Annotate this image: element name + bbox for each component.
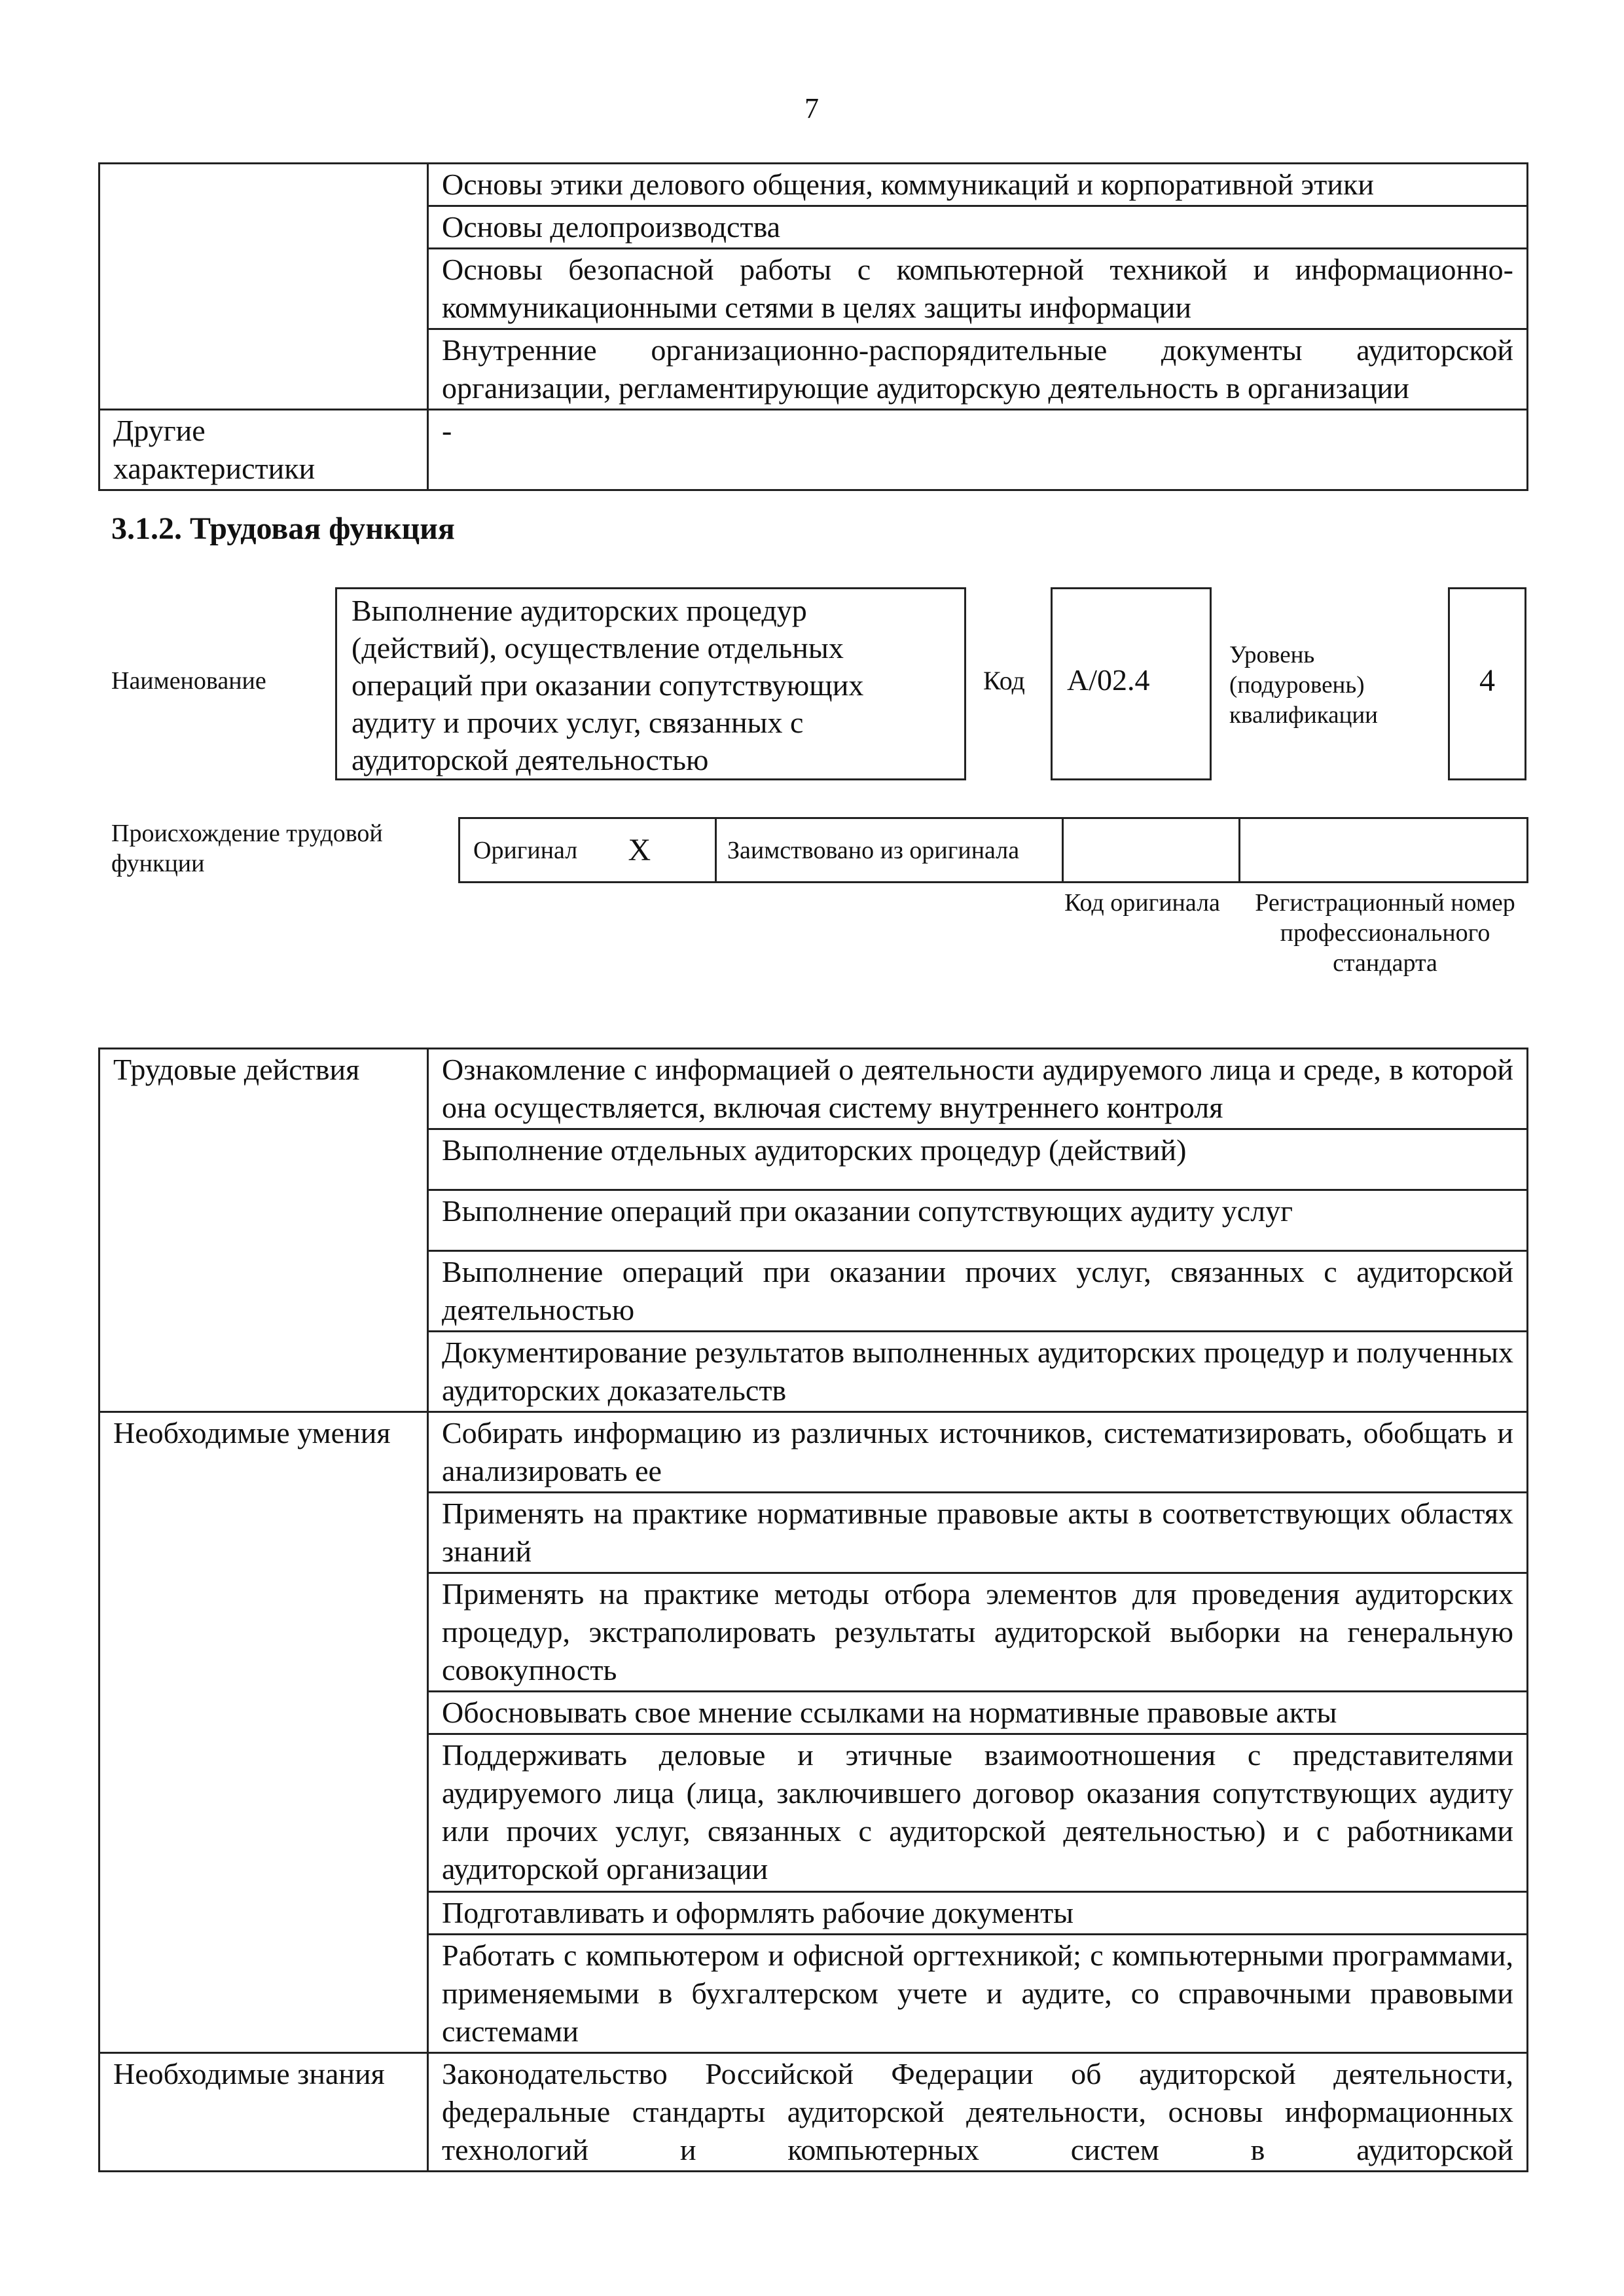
skill-row: Обосновывать свое мнение ссылками на нормативные правовые акты: [428, 1692, 1528, 1734]
name-value-box: [335, 587, 966, 780]
code-label: Код: [983, 666, 1025, 695]
action-row: Ознакомление с информацией о деятельности аудируемого лица и среде, в которой она осуществляется, включая систему внутреннего контроля: [428, 1049, 1528, 1129]
main-table: [98, 1048, 1528, 2172]
skill-row: Подготавливать и оформлять рабочие документы: [428, 1892, 1528, 1935]
top-table: [98, 162, 1528, 491]
knowledge-label: Необходимые знания: [99, 2053, 428, 2172]
level-label: Уровень (подуровень) квалификации: [1229, 642, 1378, 729]
knowledge-row: Основы безопасной работы с компьютерной техникой и информационно-коммуникационными сетями в целях защиты информации: [428, 249, 1528, 329]
knowledge-row: Законодательство Российской Федерации об аудиторской деятельности, федеральные стандарты аудиторской деятельности, основы информационных технологий и компьютерных систем в аудиторской: [428, 2053, 1528, 2172]
reg-caption: Регистрационный номер профессионального стандарта: [1255, 889, 1515, 977]
section-title: 3.1.2. Трудовая функция: [111, 511, 455, 546]
origin-label: Происхождение трудовой функции: [111, 820, 383, 877]
code-value-box: [1051, 587, 1212, 780]
origin-table: [458, 817, 1528, 883]
level-value-box: [1448, 587, 1526, 780]
action-row: Документирование результатов выполненных аудиторских процедур и полученных аудиторских доказательств: [428, 1332, 1528, 1412]
original-code-cell: [1063, 818, 1240, 883]
skill-row: Применять на практике нормативные правовые акты в соответствующих областях знаний: [428, 1493, 1528, 1573]
name-label: Наименование: [111, 667, 266, 695]
knowledge-row: Основы делопроизводства: [428, 206, 1528, 249]
original-label: Оригинал: [460, 818, 617, 883]
function-name: Выполнение аудиторских процедур (действий), осуществление отдельных операций при оказании сопутствующих аудиту и прочих услуг, связанных с аудиторской деятельностью: [352, 594, 864, 776]
reg-number-cell: [1240, 818, 1528, 883]
code-caption: Код оригинала: [1064, 889, 1220, 917]
skills-label: Необходимые умения: [99, 1412, 428, 2053]
skill-row: Поддерживать деловые и этичные взаимоотношения с представителями аудируемого лица (лица, заключившего договор оказания сопутствующих аудиту или прочих услуг, связанных с аудиторской деятельностью) и с работниками аудиторской организации: [428, 1734, 1528, 1892]
knowledge-row: Основы этики делового общения, коммуникаций и корпоративной этики: [428, 164, 1528, 206]
borrowed-label: Заимствовано из оригинала: [716, 818, 1063, 883]
other-characteristics-label: Другие характеристики: [99, 410, 428, 490]
original-mark: X: [617, 818, 716, 883]
skill-row: Работать с компьютером и офисной оргтехникой; с компьютерными программами, применяемыми в бухгалтерском учете и аудите, со справочными правовыми системами: [428, 1935, 1528, 2053]
code-value: A/02.4: [1067, 663, 1150, 697]
skill-row: Применять на практике методы отбора элементов для проведения аудиторских процедур, экстраполировать результаты аудиторской выборки на генеральную совокупность: [428, 1573, 1528, 1692]
skill-row: Собирать информацию из различных источников, систематизировать, обобщать и анализировать ее: [428, 1412, 1528, 1493]
level-value: 4: [1479, 663, 1495, 698]
action-row: Выполнение операций при оказании прочих услуг, связанных с аудиторской деятельностью: [428, 1251, 1528, 1332]
actions-label: Трудовые действия: [99, 1049, 428, 1412]
action-row: Выполнение отдельных аудиторских процедур (действий): [428, 1129, 1528, 1190]
other-characteristics-value: -: [428, 410, 1528, 490]
action-row: Выполнение операций при оказании сопутствующих аудиту услуг: [428, 1190, 1528, 1251]
page-number: 7: [804, 92, 819, 124]
empty-label-cell: [99, 164, 428, 410]
knowledge-row: Внутренние организационно-распорядительные документы аудиторской организации, регламентирующие аудиторскую деятельность в организации: [428, 329, 1528, 410]
